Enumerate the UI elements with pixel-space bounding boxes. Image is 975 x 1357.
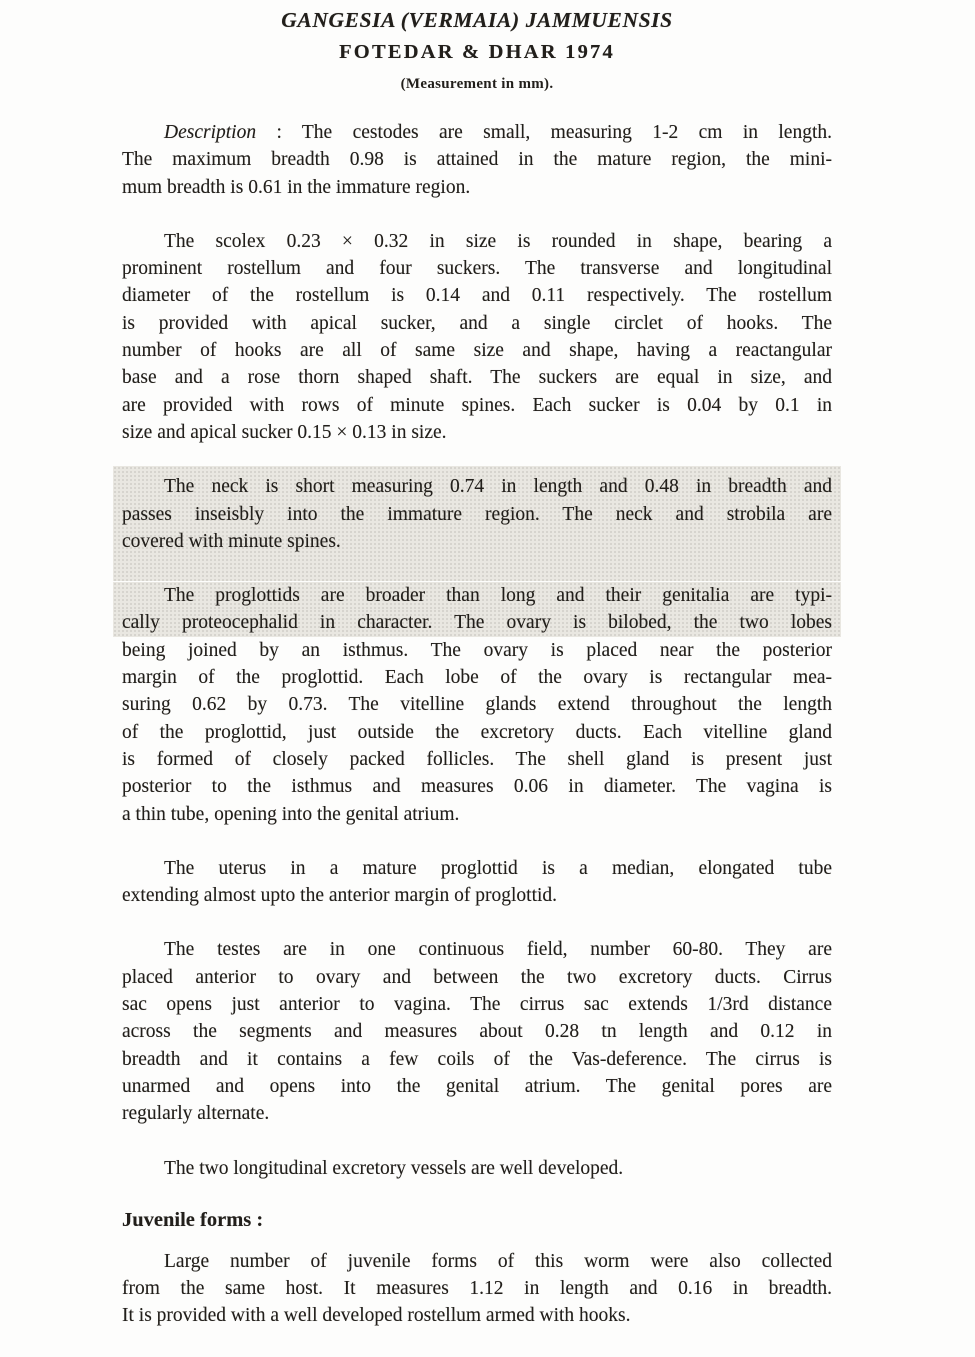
text-line: diameter of the rostellum is 0.14 and 0.11 respectively. The rostellum [122,285,832,307]
text-line: extending almost upto the anterior margin of proglottid. [122,885,558,907]
paragraph-uterus [122,855,832,910]
text-line: a thin tube, opening into the genital atrium. [122,803,460,825]
juvenile-forms-heading: Juvenile forms : [122,1208,264,1231]
text-line: is formed of closely packed follicles. The shell gland is present just [122,748,832,770]
text-line: being joined by an isthmus. The ovary is placed near the posterior [122,639,832,661]
text-line: regularly alternate. [122,1103,270,1125]
text-line: of the proglottid, just outside the excretory ducts. Each vitelline gland [122,721,832,743]
text-line: The two longitudinal excretory vessels are well developed. [164,1157,624,1179]
text-line: The proglottids are broader than long and their genitalia are typi- [113,582,841,609]
text-line: is provided with apical sucker, and a single circlet of hooks. The [122,312,832,334]
text-line: It is provided with a well developed rostellum armed with hooks. [122,1305,631,1327]
text-line: The testes are in one continuous field, number 60-80. They are [164,939,832,961]
paragraph-proglottids [122,582,832,828]
text-line: cally proteocephalid in character. The ovary is bilobed, the two lobes [113,609,841,636]
text-line: The maximum breadth 0.98 is attained in the mature region, the mini- [122,149,832,171]
text-line: placed anterior to ovary and between the two excretory ducts. Cirrus [122,966,832,988]
text-line: prominent rostellum and four suckers. The transverse and longitudinal [122,258,832,280]
text-line: are provided with rows of minute spines. Each sucker is 0.04 by 0.1 in [122,394,832,416]
text-line: mum breadth is 0.61 in the immature region. [122,176,471,198]
text-line: posterior to the isthmus and measures 0.06 in diameter. The vagina is [122,776,832,798]
species-title: GANGESIA (VERMAIA) JAMMUENSIS [281,8,673,32]
text-line: from the same host. It measures 1.12 in length and 0.16 in breadth. [122,1278,832,1300]
document-body [122,119,832,1330]
measurement-note: (Measurement in mm). [400,76,554,92]
text-line: covered with minute spines. [122,530,341,552]
text-line: margin of the proglottid. Each lobe of the ovary is rectangular mea- [122,667,832,689]
paragraph-neck [113,466,841,581]
text-line: unarmed and opens into the genital atrium. The genital pores are [122,1075,832,1097]
text-line: base and a rose thorn shaped shaft. The suckers are equal in size, and [122,367,832,389]
paragraph-description [122,119,832,201]
text-line: The uterus in a mature proglottid is a median, elongated tube [164,857,832,879]
text-line: Description : The cestodes are small, measuring 1-2 cm in length. [164,122,832,143]
text-line: Large number of juvenile forms of this worm were also collected [164,1250,832,1272]
text-line: size and apical sucker 0.15 × 0.13 in size. [122,421,447,443]
paragraph-testes [122,936,832,1127]
paragraph-excretory-vessels [122,1155,832,1182]
text-line: The neck is short measuring 0.74 in length and 0.48 in breadth and [164,476,832,498]
text-line: breadth and it contains a few coils of the Vas-deference. The cirrus is [122,1048,832,1070]
text-line: suring 0.62 by 0.73. The vitelline glands extend throughout the length [122,694,832,716]
authority-line: FOTEDAR & DHAR 1974 [339,41,615,63]
paragraph-scolex [122,228,832,446]
text-line: passes inseisbly into the immature region. The neck and strobila are [122,503,832,525]
document-content [122,8,832,1357]
text-line: sac opens just anterior to vagina. The cirrus sac extends 1/3rd distance [122,994,832,1016]
text-line: The scolex 0.23 × 0.32 in size is rounded in shape, bearing a [164,230,832,252]
text-line: across the segments and measures about 0.28 tn length and 0.12 in [122,1021,832,1043]
paragraph-juvenile-description [122,1248,832,1330]
text-line: number of hooks are all of same size and shape, having a reactangular [122,340,832,362]
